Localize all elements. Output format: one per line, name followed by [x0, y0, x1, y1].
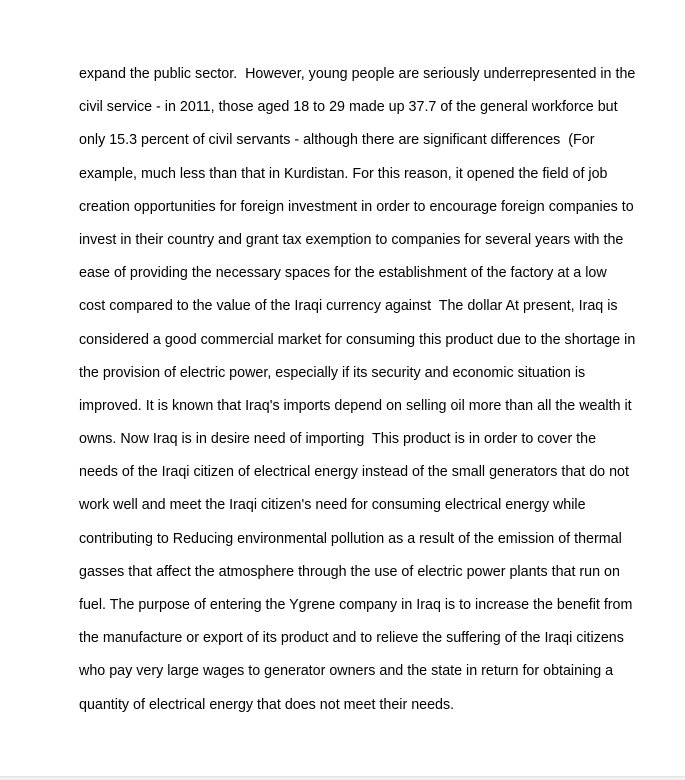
text-line: gasses that affect the atmosphere through the use of electric power plants that run on	[79, 563, 620, 580]
text-line: needs of the Iraqi citizen of electrical energy instead of the small generators that do not	[79, 464, 629, 481]
text-line: only 15.3 percent of civil servants - although there are significant differences (For	[79, 132, 595, 149]
text-line: work well and meet the Iraqi citizen's need for consuming electrical energy while	[79, 497, 586, 514]
text-line: fuel. The purpose of entering the Ygrene company in Iraq is to increase the benefit from	[79, 597, 633, 613]
body-paragraph	[79, 58, 669, 722]
text-line: owns. Now Iraq is in desire need of importing This product is in order to cover the	[79, 431, 597, 448]
text-line: creation opportunities for foreign investment in order to encourage foreign companies to	[79, 198, 634, 215]
text-line: considered a good commercial market for consuming this product due to the shortage in	[79, 331, 636, 348]
text-line: cost compared to the value of the Iraqi currency against The dollar At present, Iraq is	[79, 298, 618, 315]
text-line: improved. It is known that Iraq's imports depend on selling oil more than all the wealth it	[79, 397, 632, 414]
text-line: ease of providing the necessary spaces for the establishment of the factory at a low	[79, 265, 607, 282]
text-line: example, much less than that in Kurdistan. For this reason, it opened the field of job	[79, 165, 608, 182]
text-line: quantity of electrical energy that does not meet their needs.	[79, 696, 455, 713]
text-line: who pay very large wages to generator owners and the state in return for obtaining a	[79, 663, 614, 680]
page-divider	[0, 776, 685, 780]
text-line: the manufacture or export of its product and to relieve the suffering of the Iraqi citizens	[79, 630, 624, 647]
text-line: invest in their country and grant tax exemption to companies for several years with the	[79, 231, 624, 248]
text-line: the provision of electric power, especially if its security and economic situation is	[79, 364, 586, 381]
text-line: expand the public sector. However, young people are seriously underrepresented in the	[79, 66, 636, 82]
text-line: civil service - in 2011, those aged 18 to 29 made up 37.7 of the general workforce but	[79, 99, 618, 116]
text-line: contributing to Reducing environmental pollution as a result of the emission of thermal	[79, 530, 622, 547]
